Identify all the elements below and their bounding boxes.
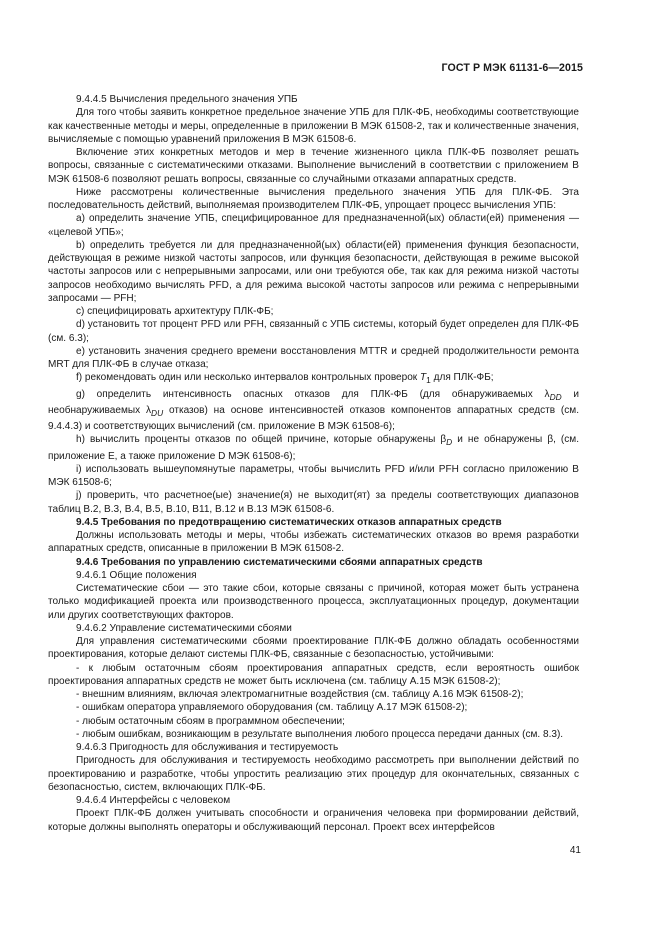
page-body [48,93,579,834]
paragraph: Ниже рассмотрены количественные вычисления предельного значения УПБ для ПЛК-ФБ. Эта последовательность действий, выполняемая производителем ПЛК-ФБ, упрощает процесс вычисления УПБ: [48,186,579,211]
dash-item: - любым ошибкам, возникающим в результате выполнения любого процесса передачи данных (см. 8.3). [76,728,564,740]
list-item-a: a) определить значение УПБ, специфицированное для предназначенной(ых) области(ей) применения — «целевой УПБ»; [48,213,579,238]
dash-item: - ошибкам оператора управляемого оборудования (см. таблицу А.17 МЭК 61508-2); [76,702,468,714]
list-item-j: j) проверить, что расчетное(ые) значение(я) не выходит(ят) за пределы соответствующих диапазонов таблиц В.2, В.3, В.4, В.5, В.10, В11, В.12 и В.13 МЭК 61508-6. [48,490,579,515]
section-9-4-6-1-heading: 9.4.6.1 Общие положения [76,569,197,581]
section-9-4-4-5-heading: 9.4.4.5 Вычисления предельного значения УПБ [76,94,298,105]
dash-item: - любым остаточным сбоям в программном обеспечении; [76,715,345,727]
list-item-d: d) установить тот процент PFD или PFH, связанный с УПБ системы, который будет определен для ПЛК-ФБ (см. 6.3); [48,319,579,344]
dash-item: - к любым остаточным сбоям проектирования аппаратных средств, если вероятность ошибок проектирования аппаратных средств не может быть исключена (см. таблицу А.15 МЭК 61508-2); [48,662,579,687]
section-9-4-6-heading: 9.4.6 Требования по управлению систематическими сбоями аппаратных средств [76,556,483,568]
paragraph: Пригодность для обслуживания и тестируемость необходимо рассмотреть при выполнении действий по проектированию и разработке, чтобы упростить реализацию этих процедур для окончательных, связанных с безопасностью, систем, включающих ПЛК-ФБ. [48,755,579,793]
paragraph: Для того чтобы заявить конкретное предельное значение УПБ для ПЛК-ФБ, необходимы соответствующие как качественные методы и меры, определенные в приложении В МЭК 61508-2, так и количественные значения, вычисляемые с помощью уравнений приложения В МЭК 61508-6. [48,107,579,145]
paragraph: Должны использовать методы и меры, чтобы избежать систематических отказов во время разработки аппаратных средств, описанные в приложении В МЭК 61508-2. [48,530,579,555]
list-item-i: i) использовать вышеупомянутые параметры, чтобы вычислить PFD и/или PFH согласно приложению В МЭК 61508-6; [48,463,579,488]
dash-item: - внешним влияниям, включая электромагнитные воздействия (см. таблицу А.16 МЭК 61508-2); [76,689,524,700]
list-item-f: f) рекомендовать один или несколько интервалов контрольных проверок $T_1$ для ПЛК-ФБ; [76,372,494,386]
paragraph: Систематические сбои — это такие сбои, которые связаны с причиной, которая может быть устранена только модификацией проекта или производственного процесса, эксплуатационных процедур, документации или других соответствующих факторов. [48,583,579,621]
list-item-c: c) специфицировать архитектуру ПЛК-ФБ; [76,306,274,317]
section-9-4-6-3-heading: 9.4.6.3 Пригодность для обслуживания и тестируемость [76,742,339,753]
list-item-h: h) вычислить проценты отказов по общей причине, которые обнаружены $\beta_D$ и не обнаружены β, (см. приложение Е, а также приложение D МЭК 61508-6); [48,434,579,462]
paragraph: Для управления систематическими сбоями проектирование ПЛК-ФБ должно обладать особенностями проектирования, которые делают системы ПЛК-ФБ, связанные с безопасностью, устойчивыми: [48,636,579,661]
paragraph: Проект ПЛК-ФБ должен учитывать способности и ограничения человека при формировании действий, которые должны выполнять операторы и обслуживающий персонал. Проект всех интерфейсов [48,808,579,833]
section-9-4-5-heading: 9.4.5 Требования по предотвращению систематических отказов аппаратных средств [76,516,502,528]
page-number: 41 [569,845,581,856]
section-9-4-6-2-heading: 9.4.6.2 Управление систематическими сбоями [76,622,292,634]
list-item-e: e) установить значения среднего времени восстановления MTTR и средней продолжительности ремонта MRT для ПЛК-ФБ в случае отказа; [48,345,579,370]
list-item-b: b) определить требуется ли для предназначенной(ых) области(ей) применения функция безопасности, действующая в режиме низкой частоты запросов, или функция безопасности, действующая в режиме высокой частоты запросов или с непрерывными запросами, или они требуются обе, так как для режима низкой частоты запросов необходимо вычислять PFD, а для режима высокой частоты запросов или режима с непрерывными запросами — PFH; [48,239,579,304]
document-header: ГОСТ Р МЭК 61131-6—2015 [441,62,583,74]
list-item-g: g) определить интенсивность опасных отказов для ПЛК-ФБ (для обнаруживаемых $\lambda_{DD}$ и необнаруживаемых $\lambda_{DU}$ отказов) на основе интенсивностей отказов компонентов аппаратных средств (см. 9.4.4.3) и соответствующих вычислений (см. приложение В МЭК 61508-6); [48,388,579,432]
section-9-4-6-4-heading: 9.4.6.4 Интерфейсы с человеком [76,795,231,806]
paragraph: Включение этих конкретных методов и мер в течение жизненного цикла ПЛК-ФБ позволяет решать вопросы, связанные с систематическими отказами. Выполнение вычислений в соответствии с приложением В МЭК 61508-6 позволяют решать вопросы, связанные со случайными отказами аппаратных средств. [48,147,579,185]
